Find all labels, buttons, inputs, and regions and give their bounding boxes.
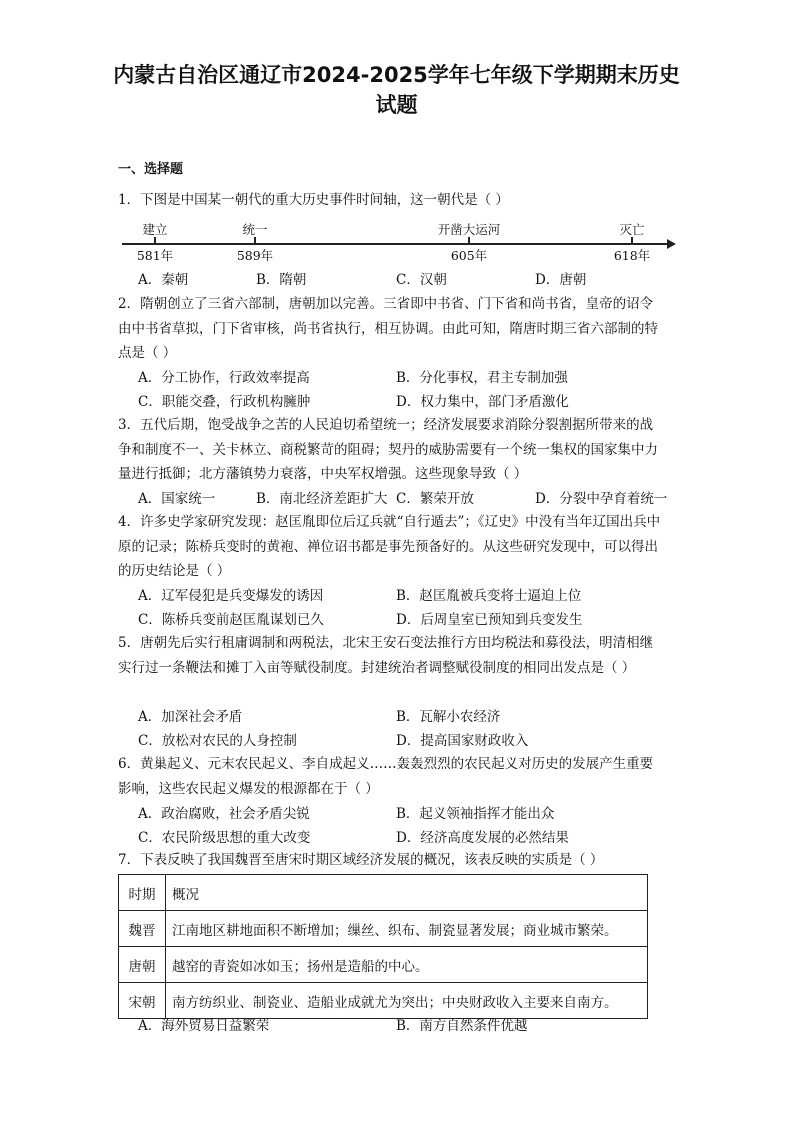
timeline-event: 灭亡 bbox=[619, 222, 645, 237]
question-2-stem: 2．隋朝创立了三省六部制，唐朝加以完善。三省即中书省、门下省和尚书省，皇帝的诏令由中书省草拟，门下省审核，尚书省执行，相互协调。由此可知，隋唐时期三省六部制的特点是（ ） bbox=[118, 296, 658, 361]
question-5-stem: 5．唐朝先后实行租庸调制和两税法，北宋王安石变法推行方田均税法和募役法，明清相继实行过一条鞭法和摊丁入亩等赋役制度。封建统治者调整赋役制度的相同出发点是（ ） bbox=[118, 635, 654, 676]
economy-table bbox=[118, 874, 648, 1019]
table-row bbox=[119, 947, 648, 983]
option-c[interactable]: C．职能交叠，行政机构臃肿 bbox=[138, 394, 311, 410]
question-5-options bbox=[138, 705, 678, 729]
timeline-year: 605年 bbox=[450, 248, 488, 263]
timeline-year: 581年 bbox=[136, 248, 174, 263]
question-6-stem: 6．黄巢起义、元末农民起义、李自成起义……轰轰烈烈的农民起义对历史的发展产生重要影响，这些农民起义爆发的根源都在于（ ） bbox=[118, 756, 654, 797]
question-3-stem: 3．五代后期，饱受战争之苦的人民迫切希望统一；经济发展要求消除分裂割据所带来的战争和制度不一、关卡林立、商税繁苛的阻碍；契丹的威胁需要有一个统一集权的国家集中力量进行抵御；北方藩镇势力衰落，中央军权增强。这些现象导致（ ） bbox=[118, 417, 658, 482]
option-d[interactable]: D．经济高度发展的必然结果 bbox=[396, 830, 569, 846]
option-a[interactable]: A．国家统一 bbox=[138, 491, 216, 507]
timeline-arrow-icon bbox=[667, 239, 676, 249]
question-3-options bbox=[138, 487, 678, 511]
option-b[interactable]: B．赵匡胤被兵变将士逼迫上位 bbox=[396, 588, 582, 604]
option-d[interactable]: D．提高国家财政收入 bbox=[396, 733, 529, 749]
question-2-options bbox=[138, 390, 678, 414]
question-6-options bbox=[138, 826, 678, 850]
option-d[interactable]: D．唐朝 bbox=[535, 272, 587, 288]
question-7-options bbox=[138, 1014, 678, 1038]
option-d[interactable]: D．分裂中孕育着统一 bbox=[535, 491, 668, 507]
timeline-tick bbox=[254, 237, 256, 244]
question-4-options bbox=[138, 584, 678, 608]
option-c[interactable]: C．陈桥兵变前赵匡胤谋划已久 bbox=[138, 612, 324, 628]
table-cell: 越窑的青瓷如冰如玉；扬州是造船的中心。 bbox=[166, 947, 648, 983]
option-b[interactable]: B．南北经济差距扩大 bbox=[256, 491, 388, 507]
table-cell: 魏晋 bbox=[119, 911, 166, 947]
option-a[interactable]: A．分工协作，行政效率提高 bbox=[138, 370, 310, 386]
table-header-cell: 时期 bbox=[119, 875, 166, 911]
table-cell: 江南地区耕地面积不断增加；缫丝、织布、制瓷显著发展；商业城市繁荣。 bbox=[166, 911, 648, 947]
option-d[interactable]: D．后周皇室已预知到兵变发生 bbox=[396, 612, 583, 628]
option-a[interactable]: A．加深社会矛盾 bbox=[138, 709, 243, 725]
option-b[interactable]: B．瓦解小农经济 bbox=[396, 709, 501, 725]
question-4-options bbox=[138, 608, 678, 632]
timeline-year: 589年 bbox=[236, 248, 274, 263]
question-6-options bbox=[138, 802, 678, 826]
table-cell: 唐朝 bbox=[119, 947, 166, 983]
option-a[interactable]: A．政治腐败，社会矛盾尖锐 bbox=[138, 806, 310, 822]
option-a[interactable]: A．辽军侵犯是兵变爆发的诱因 bbox=[138, 588, 324, 604]
table-row bbox=[119, 911, 648, 947]
option-b[interactable]: B．南方自然条件优越 bbox=[396, 1018, 528, 1034]
option-b[interactable]: B．起义领袖指挥才能出众 bbox=[396, 806, 555, 822]
option-c[interactable]: C．汉朝 bbox=[396, 272, 447, 288]
option-a[interactable]: A．秦朝 bbox=[138, 272, 189, 288]
option-a[interactable]: A．海外贸易日益繁荣 bbox=[138, 1018, 270, 1034]
option-d[interactable]: D．权力集中，部门矛盾激化 bbox=[396, 394, 569, 410]
timeline-tick bbox=[631, 237, 633, 244]
table-header-cell: 概况 bbox=[166, 875, 648, 911]
option-c[interactable]: C．放松对农民的人身控制 bbox=[138, 733, 297, 749]
question-5-options bbox=[138, 729, 678, 753]
timeline-event: 建立 bbox=[142, 222, 168, 237]
table-cell: 南方纺织业、制瓷业、造船业成就尤为突出；中央财政收入主要来自南方。 bbox=[166, 983, 648, 1019]
timeline-tick bbox=[468, 237, 470, 244]
option-c[interactable]: C．繁荣开放 bbox=[396, 491, 474, 507]
timeline-tick bbox=[154, 237, 156, 244]
option-b[interactable]: B．隋朝 bbox=[256, 272, 307, 288]
table-cell: 宋朝 bbox=[119, 983, 166, 1019]
timeline-event: 统一 bbox=[242, 222, 268, 237]
timeline bbox=[118, 218, 678, 268]
question-2-options bbox=[138, 366, 678, 390]
question-4-stem: 4．许多史学家研究发现：赵匡胤即位后辽兵就“自行遁去”；《辽史》中没有当年辽国出兵中原的记录；陈桥兵变时的黄袍、禅位诏书都是事先预备好的。从这些研究发现中，可以得出的历史结论是（ ） bbox=[118, 514, 661, 579]
page-title: 内蒙古自治区通辽市2024-2025学年七年级下学期期末历史试题 bbox=[113, 63, 680, 117]
timeline-event: 开凿大运河 bbox=[437, 222, 501, 237]
question-7-stem: 7．下表反映了我国魏晋至唐宋时期区域经济发展的概况，该表反映的实质是（ ） bbox=[118, 852, 604, 868]
option-c[interactable]: C．农民阶级思想的重大改变 bbox=[138, 830, 311, 846]
timeline-year: 618年 bbox=[613, 248, 651, 263]
timeline-axis bbox=[122, 243, 669, 245]
option-b[interactable]: B．分化事权，君主专制加强 bbox=[396, 370, 568, 386]
table-header-row bbox=[119, 875, 648, 911]
question-1-stem: 1．下图是中国某一朝代的重大历史事件时间轴，这一朝代是（ ） bbox=[118, 192, 509, 208]
section-heading: 一、选择题 bbox=[118, 162, 184, 177]
question-1-options bbox=[138, 268, 678, 292]
